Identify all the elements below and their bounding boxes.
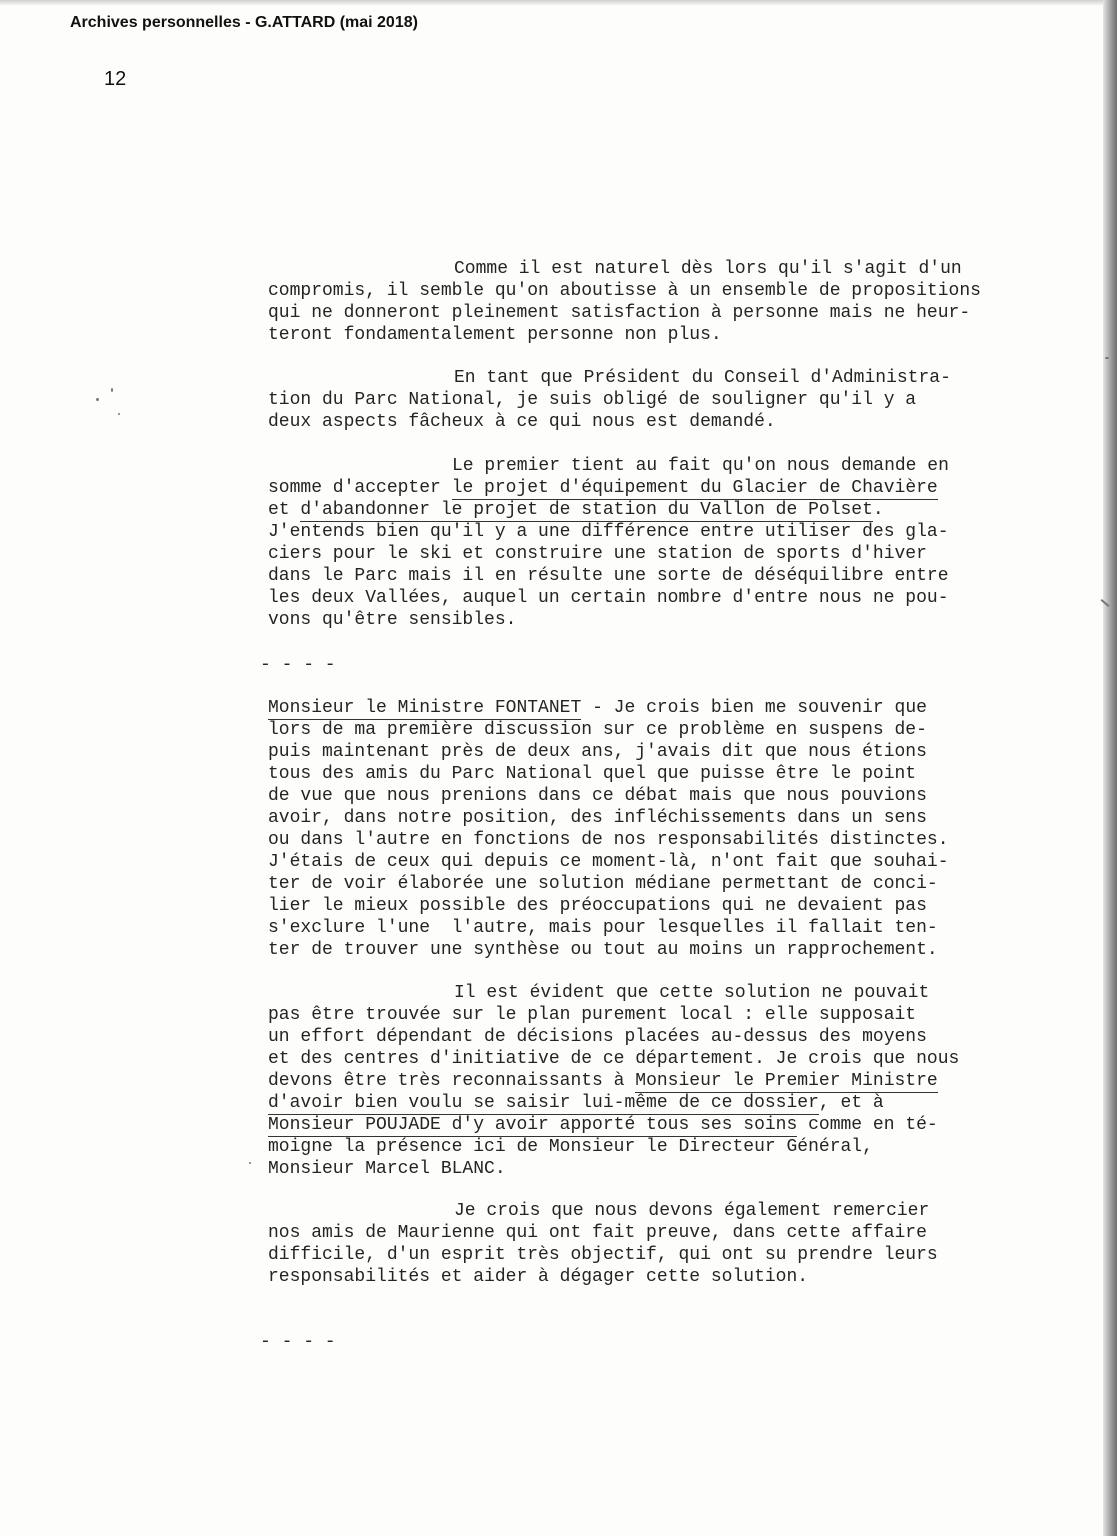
scan-speck [249, 1162, 251, 1164]
text-line [268, 477, 988, 499]
text-line: nos amis de Maurienne qui ont fait preuve, dans cette affaire [268, 1223, 927, 1243]
text-line: moigne la présence ici de Monsieur le Directeur Général, [268, 1137, 873, 1157]
text-line: lier le mieux possible des préoccupations qui ne devaient pas [268, 896, 927, 916]
separator: - - - - [260, 1332, 336, 1352]
text-line [268, 1092, 988, 1114]
text-line: qui ne donneront pleinement satisfaction à personne mais ne heur- [268, 303, 971, 323]
scan-speck [96, 398, 99, 401]
text-line: J'étais de ceux qui depuis ce moment-là, n'ont fait que souhai- [268, 852, 949, 872]
text-line: ter de trouver une synthèse ou tout au moins un rapprochement. [268, 940, 938, 960]
text-line: et des centres d'initiative de ce département. Je crois que nous [268, 1049, 960, 1069]
text-line: les deux Vallées, auquel un certain nombre d'entre nous ne pou- [268, 588, 949, 608]
text-segment: comme en té- [797, 1115, 938, 1135]
text-line: s'exclure l'une l'autre, mais pour lesquelles il fallait ten- [268, 918, 938, 938]
text-line: Le premier tient au fait qu'on nous demande en [452, 456, 949, 476]
text-line: difficile, d'un esprit très objectif, qui ont su prendre leurs [268, 1245, 938, 1265]
text-line: Il est évident que cette solution ne pouvait [454, 983, 930, 1003]
underlined-phrase: Monsieur POUJADE d'y avoir apporté tous ses soins [268, 1115, 798, 1135]
text-segment: , et à [818, 1093, 884, 1113]
text-line: responsabilités et aider à dégager cette solution. [268, 1267, 809, 1287]
text-line: ciers pour le ski et construire une station de sports d'hiver [268, 544, 927, 564]
separator: - - - - [260, 655, 336, 675]
text-line: En tant que Président du Conseil d'Administra- [454, 368, 951, 388]
scan-speck [118, 413, 120, 415]
text-line: tion du Parc National, je suis obligé de souligner qu'il y a [268, 390, 917, 410]
text-line: avoir, dans notre position, des infléchissements dans un sens [268, 808, 927, 828]
text-line [268, 1114, 988, 1136]
scan-right-edge [1103, 0, 1117, 1536]
text-line: Je crois que nous devons également remercier [454, 1201, 930, 1221]
text-line: compromis, il semble qu'on aboutisse à un ensemble de propositions [268, 281, 981, 301]
text-segment: devons être très reconnaissants à [268, 1071, 636, 1091]
text-line: puis maintenant près de deux ans, j'avais dit que nous étions [268, 742, 927, 762]
underlined-phrase: le projet d'équipement du Glacier de Chavière [451, 478, 938, 498]
scan-speck [1105, 357, 1109, 359]
underlined-phrase: d'avoir bien voulu se saisir lui-même de ce dossier [268, 1093, 819, 1113]
text-segment: - Je crois bien me souvenir que [581, 698, 927, 718]
text-line: ou dans l'autre en fonctions de nos responsabilités distinctes. [268, 830, 949, 850]
text-segment: et [268, 500, 301, 520]
text-line [268, 1070, 988, 1092]
text-line: ter de voir élaborée une solution médiane permettant de conci- [268, 874, 938, 894]
text-line: tous des amis du Parc National quel que puisse être le point [268, 764, 917, 784]
speaker-name: Monsieur le Ministre FONTANET [268, 698, 582, 718]
text-line: lors de ma première discussion sur ce problème en suspens de- [268, 720, 927, 740]
text-segment: . [872, 500, 884, 520]
page-number: 12 [104, 68, 127, 90]
archive-header: Archives personnelles - G.ATTARD (mai 2018) [70, 14, 418, 31]
text-line: Comme il est naturel dès lors qu'il s'agit d'un [454, 259, 962, 279]
underlined-phrase: Monsieur le Premier Ministre [635, 1071, 938, 1091]
text-line: deux aspects fâcheux à ce qui nous est demandé. [268, 412, 776, 432]
text-line: de vue que nous prenions dans ce débat mais que nous pouvions [268, 786, 927, 806]
text-line: Monsieur Marcel BLANC. [268, 1159, 506, 1179]
text-line [268, 499, 988, 521]
text-line: vons qu'être sensibles. [268, 610, 517, 630]
scan-speck [111, 388, 113, 392]
text-segment: somme d'accepter [268, 478, 452, 498]
scan-top-edge [0, 0, 1117, 6]
text-line: dans le Parc mais il en résulte une sorte de déséquilibre entre [268, 566, 949, 586]
text-line: pas être trouvée sur le plan purement local : elle supposait [268, 1005, 917, 1025]
text-line: J'entends bien qu'il y a une différence entre utiliser des gla- [268, 522, 949, 542]
text-line: teront fondamentalement personne non plus. [268, 325, 722, 345]
underlined-phrase: d'abandonner le projet de station du Vallon de Polset [300, 500, 873, 520]
text-line: un effort dépendant de décisions placées au-dessus des moyens [268, 1027, 927, 1047]
text-line [268, 697, 988, 719]
